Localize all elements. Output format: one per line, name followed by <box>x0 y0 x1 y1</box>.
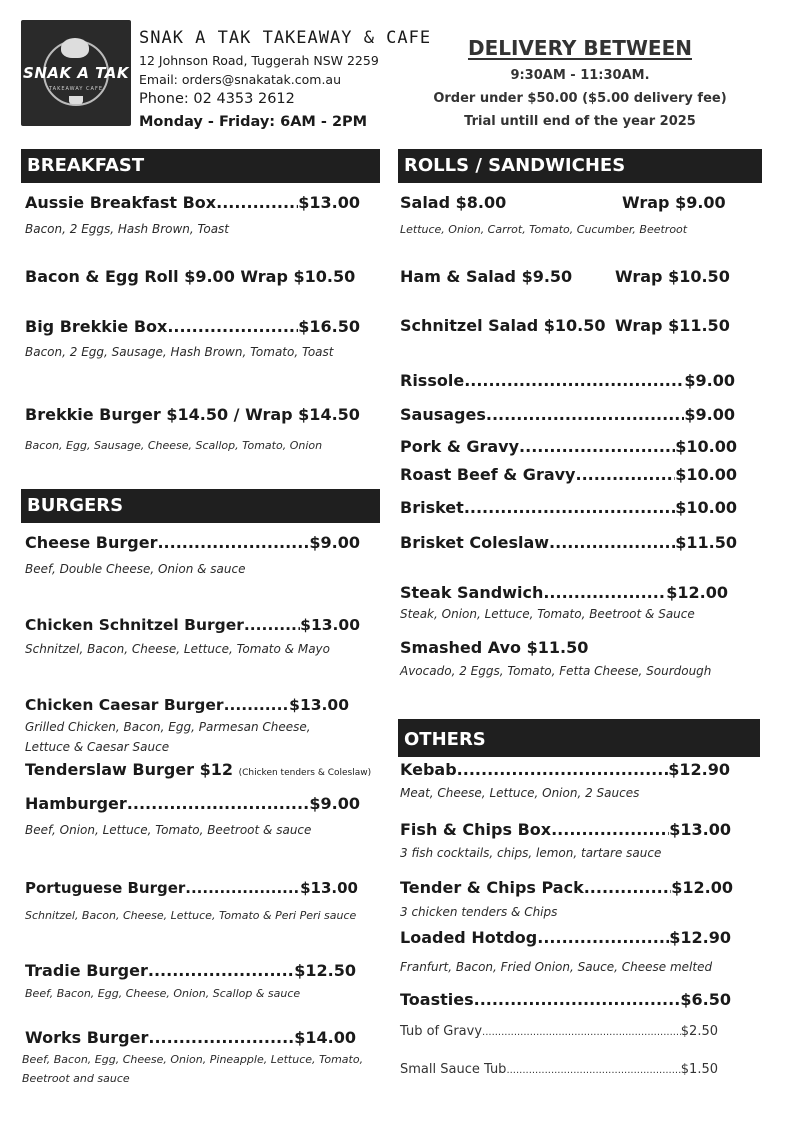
menu-item-roast-beef-gravy <box>400 465 737 484</box>
item-description: Schnitzel, Bacon, Cheese, Lettuce, Tomato & Peri Peri sauce <box>25 909 357 922</box>
item-name: Tub of Gravy <box>400 1024 483 1039</box>
delivery-fee-note: Order under $50.00 ($5.00 delivery fee) <box>433 91 727 106</box>
item-description: Grilled Chicken, Bacon, Egg, Parmesan Cheese, <box>25 720 311 734</box>
item-description: Meat, Cheese, Lettuce, Onion, 2 Sauces <box>400 786 640 800</box>
item-name: Chicken Caesar Burger <box>25 696 224 714</box>
item-description: Bacon, 2 Eggs, Hash Brown, Toast <box>25 222 230 236</box>
logo-text: SNAK A TAK <box>23 64 129 82</box>
menu-item-salad-wrap: Wrap $9.00 <box>622 193 726 212</box>
item-price: $9.00 <box>684 371 735 390</box>
others-section-header: OTHERS <box>398 719 760 757</box>
item-price: $12.00 <box>671 878 733 897</box>
menu-item-tenderslaw-burger <box>25 760 371 779</box>
menu-item-ham-salad-wrap: Wrap $10.50 <box>615 267 730 286</box>
logo-cup-icon <box>69 96 83 104</box>
item-name: Small Sauce Tub <box>400 1062 507 1077</box>
menu-item-brisket-coleslaw <box>400 533 737 552</box>
item-price: $9.00 <box>309 794 360 813</box>
item-name: Loaded Hotdog <box>400 928 538 947</box>
shop-hours: Monday - Friday: 6AM - 2PM <box>139 114 368 130</box>
item-price: $9.00 <box>309 533 360 552</box>
menu-item-aussie-breakfast <box>25 193 360 212</box>
menu-item-tub-of-gravy <box>400 1024 718 1042</box>
item-price: $12.90 <box>668 760 730 779</box>
shop-phone: Phone: 02 4353 2612 <box>139 91 295 107</box>
menu-item-small-sauce-tub <box>400 1062 718 1080</box>
item-description: Beef, Onion, Lettuce, Tomato, Beetroot & sauce <box>25 823 312 837</box>
shop-address: 12 Johnson Road, Tuggerah NSW 2259 <box>139 53 379 68</box>
item-name: Works Burger <box>25 1028 149 1047</box>
item-name: Hamburger <box>25 794 127 813</box>
item-price: $12.90 <box>669 928 731 947</box>
menu-item-works-burger <box>25 1028 356 1047</box>
menu-item-loaded-hotdog <box>400 928 731 947</box>
item-description: Lettuce & Caesar Sauce <box>25 740 170 754</box>
item-price: $10.00 <box>675 465 737 484</box>
menu-item-cheese-burger <box>25 533 360 552</box>
item-description: Bacon, Egg, Sausage, Cheese, Scallop, Tomato, Onion <box>25 439 323 452</box>
item-description: Beef, Bacon, Egg, Cheese, Onion, Pineapple, Lettuce, Tomato, <box>22 1053 364 1066</box>
item-description: Franfurt, Bacon, Fried Onion, Sauce, Cheese melted <box>400 960 713 974</box>
item-price: $2.50 <box>680 1024 718 1039</box>
item-price: $12.00 <box>666 583 728 602</box>
item-name: Sausages <box>400 405 486 424</box>
menu-item-chicken-caesar-burger <box>25 696 349 714</box>
menu-item-portuguese-burger <box>25 879 358 897</box>
item-price: $6.50 <box>680 990 731 1009</box>
item-price: $10.00 <box>675 437 737 456</box>
rolls-section-header: ROLLS / SANDWICHES <box>398 149 762 183</box>
item-name: Cheese Burger <box>25 533 158 552</box>
item-name: Toasties <box>400 990 474 1009</box>
item-name: Chicken Schnitzel Burger <box>25 616 244 634</box>
item-name: Tenderslaw Burger $12 <box>25 760 234 779</box>
item-price: $9.00 <box>684 405 735 424</box>
item-description: Lettuce, Onion, Carrot, Tomato, Cucumber, Beetroot <box>400 223 688 236</box>
item-name: Big Brekkie Box <box>25 317 168 336</box>
menu-item-steak-sandwich <box>400 583 728 602</box>
item-price: $10.00 <box>675 498 737 517</box>
item-price: $16.50 <box>298 317 360 336</box>
item-description: Beef, Bacon, Egg, Cheese, Onion, Scallop & sauce <box>25 987 301 1000</box>
menu-item-brekkie-burger: Brekkie Burger $14.50 / Wrap $14.50 <box>25 405 360 424</box>
item-description: Bacon, 2 Egg, Sausage, Hash Brown, Tomato, Toast <box>25 345 334 359</box>
menu-item-salad: Salad $8.00 <box>400 193 507 212</box>
item-price: $11.50 <box>675 533 737 552</box>
menu-item-big-brekkie <box>25 317 360 336</box>
item-name: Tender & Chips Pack <box>400 878 584 897</box>
item-note: (Chicken tenders & Coleslaw) <box>238 768 372 778</box>
menu-item-toasties <box>400 990 731 1009</box>
burgers-section-header: BURGERS <box>21 489 380 523</box>
item-description: 3 chicken tenders & Chips <box>400 905 558 919</box>
menu-item-tradie-burger <box>25 961 356 980</box>
item-name: Brisket <box>400 498 464 517</box>
shop-email: Email: orders@snakatak.com.au <box>139 72 342 87</box>
menu-item-ham-salad: Ham & Salad $9.50 <box>400 267 573 286</box>
menu-item-bacon-egg-roll: Bacon & Egg Roll $9.00 Wrap $10.50 <box>25 267 356 286</box>
menu-item-hamburger <box>25 794 360 813</box>
menu-item-smashed-avo: Smashed Avo $11.50 <box>400 638 589 657</box>
item-name: Roast Beef & Gravy <box>400 465 576 484</box>
item-name: Kebab <box>400 760 457 779</box>
item-description: Avocado, 2 Eggs, Tomato, Fetta Cheese, Sourdough <box>400 664 712 678</box>
shop-name: SNAK A TAK TAKEAWAY & CAFE <box>139 28 432 48</box>
item-name: Brisket Coleslaw <box>400 533 550 552</box>
item-name: Pork & Gravy <box>400 437 520 456</box>
delivery-time: 9:30AM - 11:30AM. <box>510 68 650 83</box>
logo-mascot-icon <box>61 38 89 58</box>
item-name: Tradie Burger <box>25 961 148 980</box>
item-description: Schnitzel, Bacon, Cheese, Lettuce, Tomato & Mayo <box>25 642 330 656</box>
menu-item-schnitzel-salad-wrap: Wrap $11.50 <box>615 316 730 335</box>
item-description: Steak, Onion, Lettuce, Tomato, Beetroot & Sauce <box>400 607 695 621</box>
item-price: $13.00 <box>300 616 360 634</box>
logo-subtext: TAKEAWAY CAFE <box>49 86 103 92</box>
item-name: Steak Sandwich <box>400 583 544 602</box>
menu-item-sausages <box>400 405 735 424</box>
menu-item-fish-chips-box <box>400 820 731 839</box>
breakfast-section-header: BREAKFAST <box>21 149 380 183</box>
menu-item-pork-gravy <box>400 437 737 456</box>
menu-item-rissole <box>400 371 735 390</box>
menu-item-kebab <box>400 760 730 779</box>
item-name: Aussie Breakfast Box <box>25 193 217 212</box>
item-description: Beef, Double Cheese, Onion & sauce <box>25 562 246 576</box>
item-price: $13.00 <box>669 820 731 839</box>
menu-item-brisket <box>400 498 737 517</box>
menu-item-schnitzel-salad: Schnitzel Salad $10.50 <box>400 316 606 335</box>
item-price: $14.00 <box>294 1028 356 1047</box>
item-price: $13.00 <box>298 193 360 212</box>
item-price: $12.50 <box>294 961 356 980</box>
menu-item-tender-chips-pack <box>400 878 733 897</box>
logo <box>21 20 131 126</box>
delivery-title: DELIVERY BETWEEN <box>467 36 692 60</box>
item-price: $13.00 <box>289 696 349 714</box>
delivery-trial-note: Trial untill end of the year 2025 <box>464 114 696 129</box>
item-name: Rissole <box>400 371 465 390</box>
item-price: $13.00 <box>300 879 358 897</box>
item-name: Fish & Chips Box <box>400 820 552 839</box>
item-name: Portuguese Burger <box>25 879 186 897</box>
item-description: 3 fish cocktails, chips, lemon, tartare sauce <box>400 846 662 860</box>
menu-item-chicken-schnitzel-burger <box>25 616 360 634</box>
item-description: Beetroot and sauce <box>22 1072 130 1085</box>
item-price: $1.50 <box>680 1062 718 1077</box>
